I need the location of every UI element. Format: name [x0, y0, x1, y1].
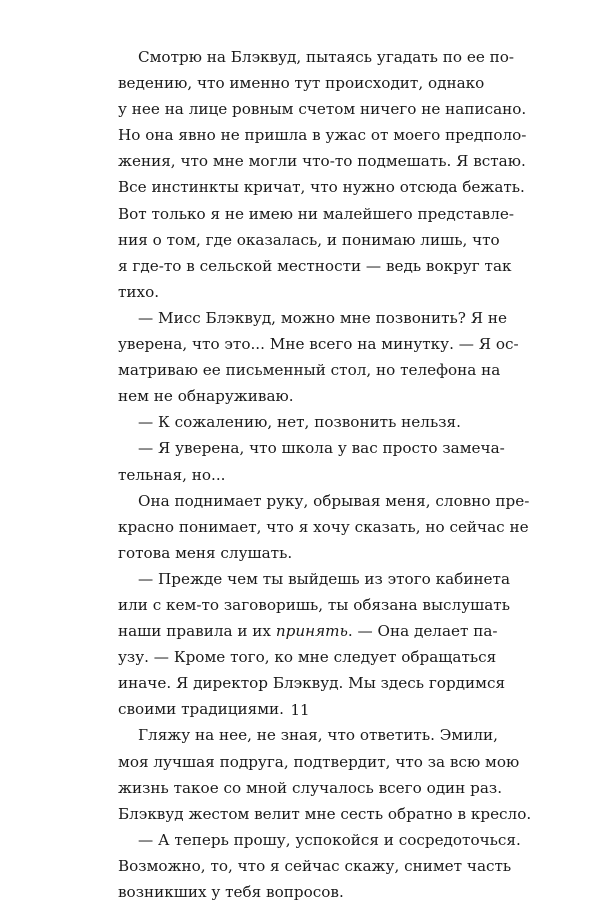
text-line: жизнь такое со мной случалось всего один раз.	[118, 778, 503, 797]
paragraph	[118, 722, 532, 826]
text-line: красно понимает, что я хочу сказать, но сейчас не	[118, 517, 529, 536]
emphasis-text: принять	[275, 622, 348, 641]
paragraph	[118, 488, 530, 566]
text-line: Но она явно не пришла в ужас от моего предполо-	[118, 126, 527, 145]
text-line: моя лучшая подруга, подтвердит, что за всю мою	[118, 752, 520, 771]
text-line: узу. — Кроме того, ко мне следует обращаться	[118, 648, 497, 667]
text-line: я где-то в сельской местности — ведь вокруг так	[118, 256, 512, 275]
text-line: возникших у тебя вопросов.	[118, 883, 344, 901]
text-line: своими традициями.	[118, 700, 284, 719]
text-line: жения, что мне могли что-то подмешать. Я встаю.	[118, 152, 526, 171]
text-line: — А теперь прошу, успокойся и сосредоточься.	[138, 830, 521, 849]
text-line: — Прежде чем ты выйдешь из этого кабинета	[138, 569, 511, 588]
paragraph	[118, 827, 521, 905]
text-line: — Мисс Блэквуд, можно мне позвонить? Я не	[138, 308, 507, 327]
text-line: Она поднимает руку, обрывая меня, словно пре-	[138, 491, 530, 510]
text-line: готова меня слушать.	[118, 543, 293, 562]
text-line: или с кем-то заговоришь, ты обязана выслушать	[118, 595, 510, 614]
text-line: Возможно, то, что я сейчас скажу, снимет часть	[118, 856, 512, 875]
text-line: наши правила и их принять. — Она делает па-	[118, 622, 498, 641]
paragraph	[118, 305, 519, 409]
text-line: иначе. Я директор Блэквуд. Мы здесь гордимся	[118, 674, 506, 693]
text-line: Гляжу на нее, не зная, что ответить. Эмили,	[138, 726, 498, 745]
text-line: Все инстинкты кричат, что нужно отсюда бежать.	[118, 178, 525, 197]
paragraph	[118, 566, 511, 723]
text-line: ведению, что именно тут происходит, однако	[118, 74, 485, 93]
text-line: ния о том, где оказалась, и понимаю лишь, что	[118, 230, 500, 249]
page-number: 11	[290, 701, 310, 719]
text-line: у нее на лице ровным счетом ничего не написано.	[118, 100, 527, 119]
text-line: Смотрю на Блэквуд, пытаясь угадать по ее по-	[138, 48, 515, 66]
text-line: — К сожалению, нет, позвонить нельзя.	[138, 413, 461, 432]
text-line: — Я уверена, что школа у вас просто замеча-	[138, 439, 505, 458]
text-line: Блэквуд жестом велит мне сесть обратно в кресло.	[118, 804, 532, 823]
paragraph	[118, 44, 527, 305]
text-line: тельная, но...	[118, 465, 226, 484]
paragraph	[118, 409, 482, 435]
text-line: уверена, что это... Мне всего на минутку. — Я ос-	[118, 335, 519, 354]
text-line: тихо.	[118, 282, 160, 301]
text-line: матриваю ее письменный стол, но телефона на	[118, 361, 501, 380]
paragraph	[118, 435, 505, 487]
text-line: Вот только я не имею ни малейшего представле-	[118, 204, 514, 223]
text-line: нем не обнаруживаю.	[118, 387, 294, 406]
text-column	[118, 44, 532, 905]
